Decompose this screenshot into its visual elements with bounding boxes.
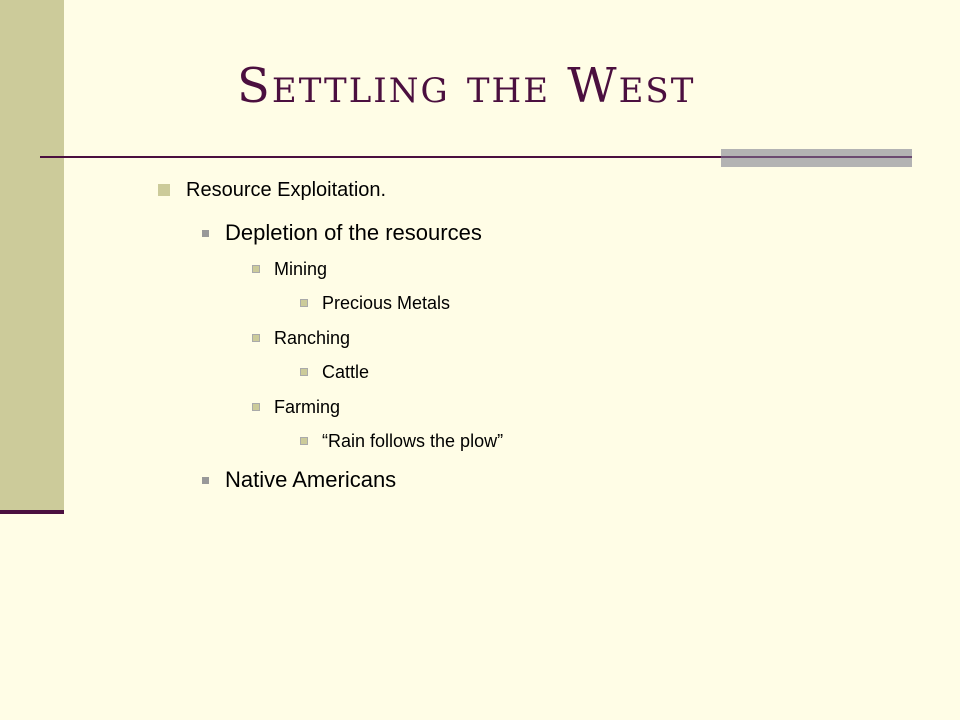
bullet-cattle xyxy=(300,363,369,381)
square-bullet-icon xyxy=(252,265,260,273)
bullet-resource-exploitation xyxy=(158,180,386,200)
bullet-native-americans xyxy=(202,469,396,491)
title-accent-line xyxy=(721,156,912,158)
bullet-text: Precious Metals xyxy=(322,293,451,313)
square-bullet-icon xyxy=(300,437,308,445)
square-bullet-icon xyxy=(300,299,308,307)
bullet-text: Resource Exploitation. xyxy=(186,179,387,201)
bullet-ranching xyxy=(252,329,350,347)
bullet-text: Farming xyxy=(274,397,341,417)
square-bullet-icon xyxy=(158,184,170,196)
left-bar-cap xyxy=(0,510,64,514)
bullet-text: Depletion of the resources xyxy=(225,220,482,245)
bullet-rain-follows-plow xyxy=(300,432,503,450)
square-bullet-icon xyxy=(300,368,308,376)
title-accent-block xyxy=(721,149,912,167)
bullet-mining xyxy=(252,260,327,278)
bullet-text: “Rain follows the plow” xyxy=(322,431,504,451)
bullet-text: Cattle xyxy=(322,362,370,382)
bullet-precious-metals xyxy=(300,294,450,312)
square-bullet-icon xyxy=(202,230,209,237)
left-decorative-bar xyxy=(0,0,64,512)
square-bullet-icon xyxy=(252,403,260,411)
bullet-text: Native Americans xyxy=(225,467,397,492)
bullet-farming xyxy=(252,398,340,416)
square-bullet-icon xyxy=(202,477,209,484)
square-bullet-icon xyxy=(252,334,260,342)
slide-title: Settling the West xyxy=(237,58,696,114)
bullet-text: Mining xyxy=(274,259,328,279)
bullet-text: Ranching xyxy=(274,328,351,348)
bullet-depletion xyxy=(202,222,482,244)
